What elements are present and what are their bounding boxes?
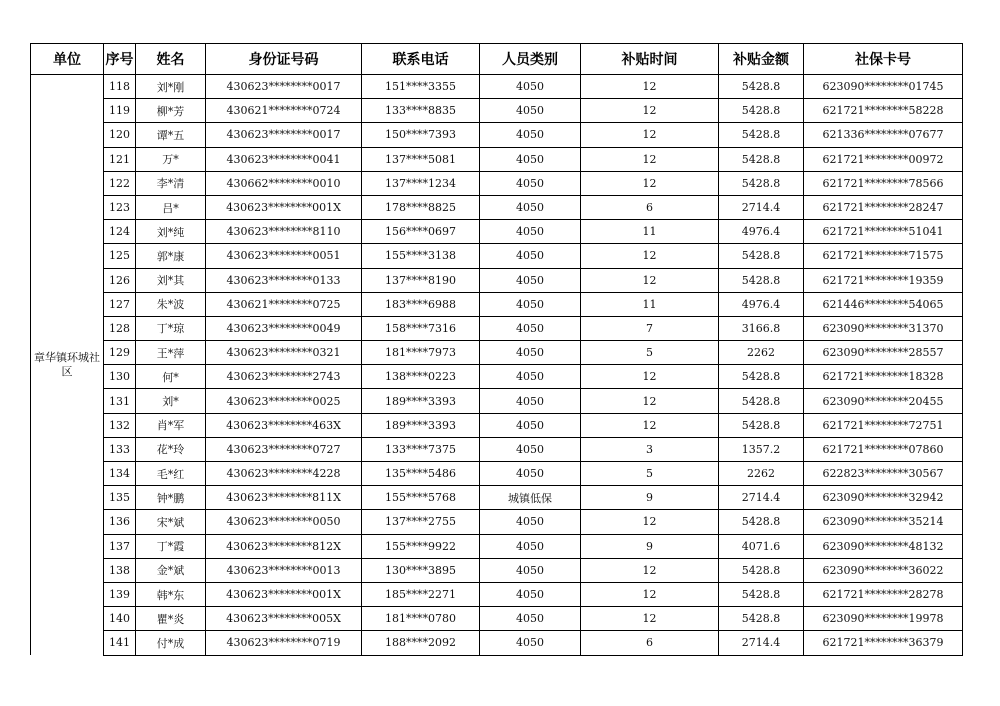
cell-serial-no: 119: [104, 99, 136, 123]
cell-category: 4050: [480, 534, 581, 558]
cell-category: 4050: [480, 510, 581, 534]
table-row: [31, 582, 963, 606]
cell-subsidy-amount: 5428.8: [719, 147, 804, 171]
cell-unit-name: 章华镇环城社区: [31, 75, 104, 656]
cell-name: 朱*波: [136, 292, 206, 316]
cell-serial-no: 129: [104, 341, 136, 365]
cell-phone: 183****6988: [362, 292, 480, 316]
cell-name: 钟*鹏: [136, 486, 206, 510]
cell-category: 4050: [480, 99, 581, 123]
cell-name: 王*萍: [136, 341, 206, 365]
cell-phone: 189****3393: [362, 413, 480, 437]
cell-subsidy-months: 6: [581, 631, 719, 655]
cell-category: 4050: [480, 631, 581, 655]
cell-name: 宋*斌: [136, 510, 206, 534]
cell-serial-no: 126: [104, 268, 136, 292]
cell-subsidy-amount: 4071.6: [719, 534, 804, 558]
cell-id-number: 430623********001X: [206, 195, 362, 219]
subsidy-table: [30, 43, 963, 656]
cell-category: 4050: [480, 171, 581, 195]
cell-phone: 135****5486: [362, 462, 480, 486]
header-unit: 单位: [31, 44, 104, 75]
table-row: [31, 534, 963, 558]
table-row: [31, 365, 963, 389]
cell-name: 花*玲: [136, 437, 206, 461]
cell-id-number: 430623********005X: [206, 607, 362, 631]
cell-category: 城镇低保: [480, 486, 581, 510]
cell-id-number: 430623********0017: [206, 75, 362, 99]
cell-social-card: 621721********51041: [804, 220, 963, 244]
cell-phone: 137****2755: [362, 510, 480, 534]
cell-phone: 133****7375: [362, 437, 480, 461]
table-row: [31, 631, 963, 655]
table-row: [31, 389, 963, 413]
cell-serial-no: 127: [104, 292, 136, 316]
cell-social-card: 623090********36022: [804, 558, 963, 582]
cell-subsidy-months: 12: [581, 558, 719, 582]
cell-serial-no: 133: [104, 437, 136, 461]
header-phone: 联系电话: [362, 44, 480, 75]
cell-subsidy-amount: 5428.8: [719, 558, 804, 582]
subsidy-roster-page: [30, 43, 962, 656]
cell-serial-no: 135: [104, 486, 136, 510]
cell-phone: 158****7316: [362, 316, 480, 340]
cell-name: 刘*纯: [136, 220, 206, 244]
cell-id-number: 430623********0133: [206, 268, 362, 292]
cell-name: 金*斌: [136, 558, 206, 582]
cell-serial-no: 140: [104, 607, 136, 631]
cell-category: 4050: [480, 220, 581, 244]
cell-category: 4050: [480, 413, 581, 437]
cell-phone: 151****3355: [362, 75, 480, 99]
cell-subsidy-months: 11: [581, 292, 719, 316]
cell-social-card: 621721********18328: [804, 365, 963, 389]
cell-id-number: 430662********0010: [206, 171, 362, 195]
cell-subsidy-amount: 2714.4: [719, 195, 804, 219]
table-row: [31, 486, 963, 510]
cell-subsidy-months: 12: [581, 413, 719, 437]
table-row: [31, 607, 963, 631]
cell-social-card: 621721********72751: [804, 413, 963, 437]
cell-name: 谭*五: [136, 123, 206, 147]
cell-social-card: 621721********07860: [804, 437, 963, 461]
cell-social-card: 623090********28557: [804, 341, 963, 365]
cell-phone: 178****8825: [362, 195, 480, 219]
cell-id-number: 430623********463X: [206, 413, 362, 437]
cell-phone: 156****0697: [362, 220, 480, 244]
cell-id-number: 430623********811X: [206, 486, 362, 510]
cell-id-number: 430623********8110: [206, 220, 362, 244]
cell-category: 4050: [480, 292, 581, 316]
cell-category: 4050: [480, 437, 581, 461]
cell-name: 丁*琼: [136, 316, 206, 340]
cell-category: 4050: [480, 462, 581, 486]
cell-social-card: 621446********54065: [804, 292, 963, 316]
cell-social-card: 621721********78566: [804, 171, 963, 195]
cell-id-number: 430623********0013: [206, 558, 362, 582]
cell-category: 4050: [480, 582, 581, 606]
header-name: 姓名: [136, 44, 206, 75]
table-row: [31, 99, 963, 123]
cell-serial-no: 134: [104, 462, 136, 486]
cell-id-number: 430623********0017: [206, 123, 362, 147]
cell-subsidy-months: 6: [581, 195, 719, 219]
cell-subsidy-months: 12: [581, 123, 719, 147]
cell-id-number: 430623********0719: [206, 631, 362, 655]
cell-serial-no: 136: [104, 510, 136, 534]
cell-category: 4050: [480, 123, 581, 147]
cell-phone: 130****3895: [362, 558, 480, 582]
header-id-number: 身份证号码: [206, 44, 362, 75]
cell-social-card: 623090********35214: [804, 510, 963, 534]
cell-category: 4050: [480, 244, 581, 268]
cell-id-number: 430623********0049: [206, 316, 362, 340]
table-row: [31, 292, 963, 316]
cell-name: 万*: [136, 147, 206, 171]
cell-id-number: 430623********0041: [206, 147, 362, 171]
header-subsidy-months: 补贴时间: [581, 44, 719, 75]
cell-serial-no: 130: [104, 365, 136, 389]
header-category: 人员类别: [480, 44, 581, 75]
cell-category: 4050: [480, 341, 581, 365]
cell-category: 4050: [480, 75, 581, 99]
cell-name: 何*: [136, 365, 206, 389]
cell-subsidy-months: 12: [581, 147, 719, 171]
table-row: [31, 510, 963, 534]
cell-subsidy-months: 12: [581, 607, 719, 631]
table-row: [31, 244, 963, 268]
cell-phone: 181****0780: [362, 607, 480, 631]
table-header-row: [31, 44, 963, 75]
cell-id-number: 430623********812X: [206, 534, 362, 558]
cell-id-number: 430623********2743: [206, 365, 362, 389]
cell-subsidy-amount: 5428.8: [719, 123, 804, 147]
cell-subsidy-amount: 3166.8: [719, 316, 804, 340]
cell-category: 4050: [480, 607, 581, 631]
cell-id-number: 430623********0025: [206, 389, 362, 413]
table-row: [31, 220, 963, 244]
cell-subsidy-amount: 5428.8: [719, 244, 804, 268]
header-subsidy-amount: 补贴金额: [719, 44, 804, 75]
cell-name: 付*成: [136, 631, 206, 655]
cell-phone: 137****8190: [362, 268, 480, 292]
cell-subsidy-months: 12: [581, 365, 719, 389]
cell-name: 韩*东: [136, 582, 206, 606]
cell-subsidy-amount: 5428.8: [719, 389, 804, 413]
cell-id-number: 430623********4228: [206, 462, 362, 486]
cell-id-number: 430623********0051: [206, 244, 362, 268]
cell-serial-no: 125: [104, 244, 136, 268]
cell-name: 毛*红: [136, 462, 206, 486]
cell-phone: 189****3393: [362, 389, 480, 413]
cell-name: 刘*刚: [136, 75, 206, 99]
cell-subsidy-months: 12: [581, 582, 719, 606]
cell-subsidy-months: 12: [581, 268, 719, 292]
cell-subsidy-months: 12: [581, 75, 719, 99]
cell-name: 肖*军: [136, 413, 206, 437]
cell-social-card: 621336********07677: [804, 123, 963, 147]
cell-social-card: 622823********30567: [804, 462, 963, 486]
cell-subsidy-amount: 5428.8: [719, 268, 804, 292]
cell-subsidy-amount: 5428.8: [719, 582, 804, 606]
cell-social-card: 623090********32942: [804, 486, 963, 510]
cell-subsidy-months: 9: [581, 534, 719, 558]
cell-serial-no: 138: [104, 558, 136, 582]
cell-social-card: 623090********01745: [804, 75, 963, 99]
cell-phone: 138****0223: [362, 365, 480, 389]
cell-subsidy-amount: 5428.8: [719, 510, 804, 534]
cell-serial-no: 122: [104, 171, 136, 195]
cell-id-number: 430621********0725: [206, 292, 362, 316]
cell-subsidy-months: 12: [581, 510, 719, 534]
cell-phone: 150****7393: [362, 123, 480, 147]
cell-subsidy-amount: 4976.4: [719, 220, 804, 244]
cell-subsidy-amount: 5428.8: [719, 75, 804, 99]
cell-name: 柳*芳: [136, 99, 206, 123]
cell-subsidy-amount: 5428.8: [719, 607, 804, 631]
cell-category: 4050: [480, 147, 581, 171]
cell-subsidy-amount: 2262: [719, 462, 804, 486]
cell-social-card: 623090********31370: [804, 316, 963, 340]
cell-social-card: 623090********48132: [804, 534, 963, 558]
cell-social-card: 621721********28247: [804, 195, 963, 219]
cell-subsidy-months: 12: [581, 389, 719, 413]
cell-name: 瞿*炎: [136, 607, 206, 631]
table-row: [31, 437, 963, 461]
cell-serial-no: 124: [104, 220, 136, 244]
cell-subsidy-months: 12: [581, 171, 719, 195]
cell-serial-no: 121: [104, 147, 136, 171]
cell-category: 4050: [480, 389, 581, 413]
cell-serial-no: 118: [104, 75, 136, 99]
cell-subsidy-months: 9: [581, 486, 719, 510]
cell-phone: 181****7973: [362, 341, 480, 365]
cell-subsidy-amount: 2714.4: [719, 486, 804, 510]
cell-id-number: 430623********0727: [206, 437, 362, 461]
header-serial-no: 序号: [104, 44, 136, 75]
cell-subsidy-months: 5: [581, 462, 719, 486]
table-body: [31, 75, 963, 656]
cell-serial-no: 123: [104, 195, 136, 219]
cell-social-card: 621721********28278: [804, 582, 963, 606]
cell-subsidy-amount: 5428.8: [719, 171, 804, 195]
table-row: [31, 75, 963, 99]
cell-phone: 133****8835: [362, 99, 480, 123]
cell-social-card: 621721********58228: [804, 99, 963, 123]
cell-social-card: 621721********19359: [804, 268, 963, 292]
table-row: [31, 558, 963, 582]
cell-category: 4050: [480, 365, 581, 389]
cell-phone: 155****5768: [362, 486, 480, 510]
cell-subsidy-amount: 4976.4: [719, 292, 804, 316]
table-row: [31, 268, 963, 292]
header-social-card: 社保卡号: [804, 44, 963, 75]
table-row: [31, 413, 963, 437]
cell-category: 4050: [480, 195, 581, 219]
cell-social-card: 623090********20455: [804, 389, 963, 413]
cell-category: 4050: [480, 268, 581, 292]
cell-id-number: 430623********0321: [206, 341, 362, 365]
cell-phone: 188****2092: [362, 631, 480, 655]
table-row: [31, 195, 963, 219]
cell-social-card: 621721********36379: [804, 631, 963, 655]
table-row: [31, 341, 963, 365]
table-row: [31, 123, 963, 147]
cell-subsidy-amount: 2262: [719, 341, 804, 365]
cell-social-card: 621721********71575: [804, 244, 963, 268]
cell-serial-no: 141: [104, 631, 136, 655]
cell-subsidy-amount: 5428.8: [719, 365, 804, 389]
cell-name: 郭*康: [136, 244, 206, 268]
table-row: [31, 147, 963, 171]
cell-name: 李*清: [136, 171, 206, 195]
cell-category: 4050: [480, 558, 581, 582]
cell-category: 4050: [480, 316, 581, 340]
cell-social-card: 621721********00972: [804, 147, 963, 171]
cell-name: 丁*霞: [136, 534, 206, 558]
cell-subsidy-months: 12: [581, 244, 719, 268]
cell-serial-no: 120: [104, 123, 136, 147]
cell-id-number: 430623********0050: [206, 510, 362, 534]
cell-subsidy-amount: 2714.4: [719, 631, 804, 655]
cell-subsidy-amount: 5428.8: [719, 413, 804, 437]
cell-subsidy-amount: 1357.2: [719, 437, 804, 461]
table-row: [31, 462, 963, 486]
cell-name: 刘*其: [136, 268, 206, 292]
cell-phone: 137****5081: [362, 147, 480, 171]
cell-serial-no: 131: [104, 389, 136, 413]
cell-subsidy-months: 5: [581, 341, 719, 365]
cell-subsidy-amount: 5428.8: [719, 99, 804, 123]
table-row: [31, 171, 963, 195]
cell-name: 吕*: [136, 195, 206, 219]
table-row: [31, 316, 963, 340]
cell-serial-no: 132: [104, 413, 136, 437]
cell-subsidy-months: 7: [581, 316, 719, 340]
cell-phone: 137****1234: [362, 171, 480, 195]
cell-serial-no: 139: [104, 582, 136, 606]
cell-phone: 185****2271: [362, 582, 480, 606]
cell-subsidy-months: 11: [581, 220, 719, 244]
cell-subsidy-months: 12: [581, 99, 719, 123]
cell-subsidy-months: 3: [581, 437, 719, 461]
cell-id-number: 430623********001X: [206, 582, 362, 606]
cell-phone: 155****9922: [362, 534, 480, 558]
cell-id-number: 430621********0724: [206, 99, 362, 123]
cell-social-card: 623090********19978: [804, 607, 963, 631]
cell-name: 刘*: [136, 389, 206, 413]
cell-serial-no: 137: [104, 534, 136, 558]
cell-serial-no: 128: [104, 316, 136, 340]
cell-phone: 155****3138: [362, 244, 480, 268]
